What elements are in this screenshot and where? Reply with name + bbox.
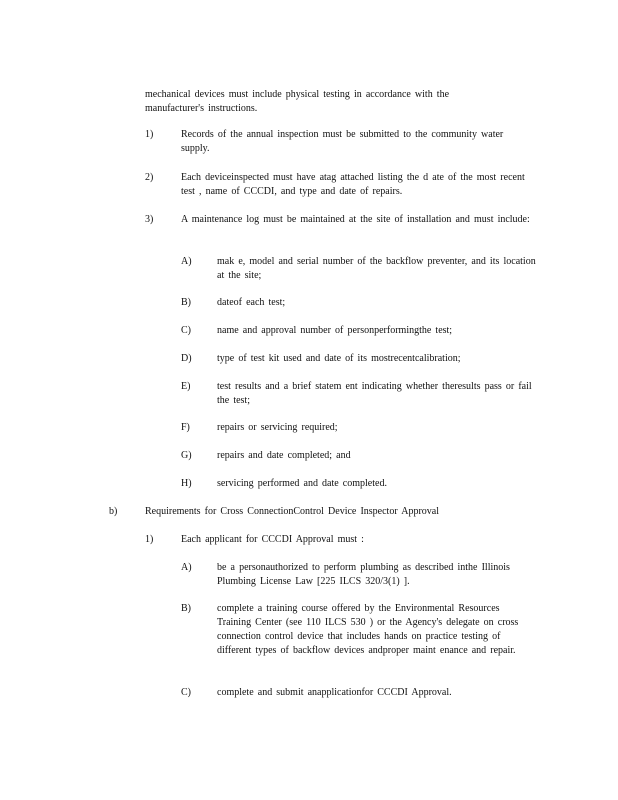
item-text: A maintenance log must be maintained at the site of installation and must include:	[181, 214, 530, 225]
subitem-text: complete a training course offered by the Environmental Resources Training Center (see 110 ILCS 530 ) or the Agency's delegate on cross connection control device that includes hands on practice testing of different types of backflow devices andproper maint enance and repair.	[217, 603, 519, 656]
subitem-text: type of test kit used and date of its mostrecentcalibration;	[217, 353, 461, 364]
item-text: Each applicant for CCCDI Approval must :	[181, 534, 364, 545]
subitem-label: C)	[181, 325, 191, 336]
subitem-text: servicing performed and date completed.	[217, 478, 387, 489]
item-text: Records of the annual inspection must be submitted to the community water supply.	[181, 129, 504, 154]
subitem-label: C)	[181, 687, 191, 698]
item-text: Each deviceinspected must have atag attached listing the d ate of the most recent test , name of CCCDI, and type and date of repairs.	[181, 172, 525, 197]
subitem-text: mak e, model and serial number of the backflow preventer, and its location at the site;	[217, 256, 536, 281]
subitem-label: B)	[181, 603, 191, 614]
subitem-text: be a personauthorized to perform plumbing as described inthe Illinois Plumbing License Law [225 ILCS 320/3(1) ].	[217, 562, 510, 587]
subitem-label: A)	[181, 256, 192, 267]
subitem-label: A)	[181, 562, 192, 573]
intro-paragraph: mechanical devices must include physical testing in accordance with the manufacturer's instructions.	[145, 89, 450, 114]
item-label: 3)	[145, 214, 154, 225]
section-label: b)	[109, 506, 118, 517]
subitem-label: G)	[181, 450, 192, 461]
item-label: 2)	[145, 172, 154, 183]
subitem-label: B)	[181, 297, 191, 308]
subitem-label: H)	[181, 478, 192, 489]
section-heading: Requirements for Cross ConnectionControl Device Inspector Approval	[145, 506, 439, 517]
subitem-text: name and approval number of personperformingthe test;	[217, 325, 453, 336]
subitem-label: D)	[181, 353, 192, 364]
subitem-label: F)	[181, 422, 190, 433]
subitem-text: repairs or servicing required;	[217, 422, 338, 433]
subitem-text: test results and a brief statem ent indicating whether theresults pass or fail the test;	[217, 381, 532, 406]
item-label: 1)	[145, 129, 154, 140]
subitem-text: dateof each test;	[217, 297, 286, 308]
item-label: 1)	[145, 534, 154, 545]
subitem-text: complete and submit anapplicationfor CCCDI Approval.	[217, 687, 452, 698]
subitem-text: repairs and date completed; and	[217, 450, 351, 461]
subitem-label: E)	[181, 381, 191, 392]
